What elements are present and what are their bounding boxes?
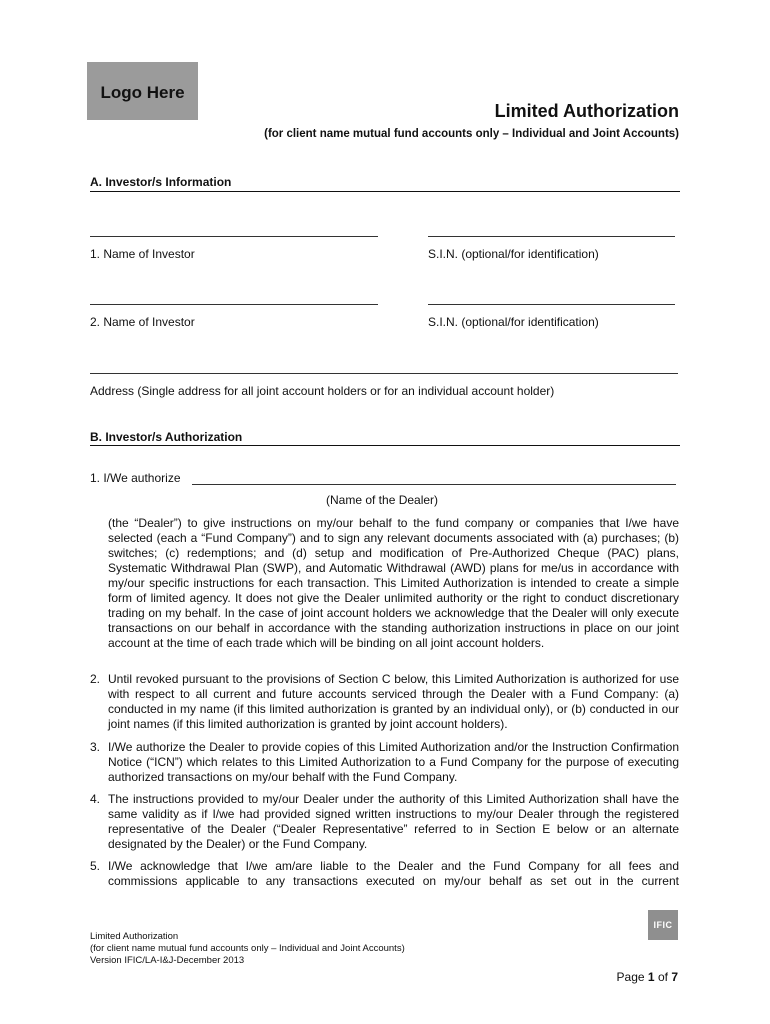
paragraph-text: Until revoked pursuant to the provisions of Section C below, this Limited Authorization is authorized for use with respect to all current and future accounts serviced through the Dealer with a Fund Company: (a) conducted in my name (if this limited authorization is granted by an individual only), or (b) conducted in our joint names (if this limited authorization is granted by joint account holders).	[108, 672, 679, 731]
dealer-name-caption: (Name of the Dealer)	[326, 493, 439, 507]
dealer-name-field[interactable]	[192, 484, 676, 485]
paragraph-text: I/We acknowledge that I/we am/are liable to the Dealer and the Fund Company for all fees and commissions applicable to any transactions executed on my/our behalf as set out in the current	[108, 859, 679, 888]
document-title: Limited Authorization	[494, 101, 679, 121]
paragraph-text: I/We authorize the Dealer to provide copies of this Limited Authorization and/or the Instruction Confirmation Notice (“ICN”) which relates to this Limited Authorization to a Fund Company for the purpose of executing authorized transactions on my/our behalf with the Fund Company.	[108, 740, 679, 784]
investor2-name-label: 2. Name of Investor	[90, 315, 195, 329]
paragraph-3	[108, 740, 679, 785]
investor1-name-field[interactable]	[90, 236, 378, 237]
page-number	[617, 970, 678, 984]
investor1-sin-field[interactable]	[428, 236, 675, 237]
paragraph-text: (the “Dealer”) to give instructions on my/our behalf to the fund company or companies that I/we have selected (each a “Fund Company”) and to sign any relevant documents associated with (a) purchases; (b) switches; (c) redemptions; and (d) setup and modification of Pre-Authorized Cheque (PAC) plans, Systematic Withdrawal Plan (SWP), and Automatic Withdrawal (AWD) plans for me/us in accordance with my/our specific instructions for each transaction. This Limited Authorization is intended to create a simple form of limited agency. It does not give the Dealer unlimited authority or the right to conduct discretionary trading on my behalf. In the case of joint account holders we acknowledge that the Dealer will only execute transactions on our behalf in accordance with the standing authorization instructions in place on our joint account at the time of each trade which will be binding on all joint account holders.	[108, 516, 679, 650]
paragraph-1	[108, 516, 679, 651]
investor1-sin-label: S.I.N. (optional/for identification)	[428, 247, 599, 261]
logo-placeholder: Logo Here	[87, 62, 198, 120]
section-a-heading: A. Investor/s Information	[90, 175, 232, 189]
paragraph-4	[108, 792, 679, 852]
page-current: 1	[647, 970, 655, 984]
footer-line-3: Version IFIC/LA-I&J-December 2013	[90, 955, 245, 966]
page-prefix: Page	[616, 970, 645, 984]
section-b-rule	[90, 445, 680, 446]
authorize-label: 1. I/We authorize	[90, 471, 181, 485]
page-total: 7	[671, 970, 678, 984]
page-of: of	[657, 970, 668, 984]
section-b-heading: B. Investor/s Authorization	[90, 430, 243, 444]
address-field[interactable]	[90, 373, 678, 374]
item-number: 2.	[90, 672, 101, 686]
investor1-name-label: 1. Name of Investor	[90, 247, 195, 261]
paragraph-5	[108, 859, 679, 889]
paragraph-text: The instructions provided to my/our Dealer under the authority of this Limited Authorization shall have the same validity as if I/we had provided signed written instructions to my/our Dealer through the registered representative of the Dealer (“Dealer Representative” referred to in Section E below or an alternate designated by the Dealer) or the Fund Company.	[108, 792, 679, 851]
ific-logo: IFIC	[648, 910, 678, 940]
investor2-sin-field[interactable]	[428, 304, 675, 305]
item-number: 3.	[90, 740, 101, 754]
address-label: Address (Single address for all joint account holders or for an individual account holder)	[90, 384, 555, 398]
section-a-rule	[90, 191, 680, 192]
item-number: 5.	[90, 859, 101, 873]
investor2-sin-label: S.I.N. (optional/for identification)	[428, 315, 599, 329]
item-number: 4.	[90, 792, 101, 806]
footer-line-2: (for client name mutual fund accounts only – Individual and Joint Accounts)	[90, 943, 405, 954]
investor2-name-field[interactable]	[90, 304, 378, 305]
paragraph-2	[108, 672, 679, 732]
footer-line-1: Limited Authorization	[90, 931, 179, 942]
document-subtitle: (for client name mutual fund accounts only – Individual and Joint Accounts)	[264, 128, 679, 140]
